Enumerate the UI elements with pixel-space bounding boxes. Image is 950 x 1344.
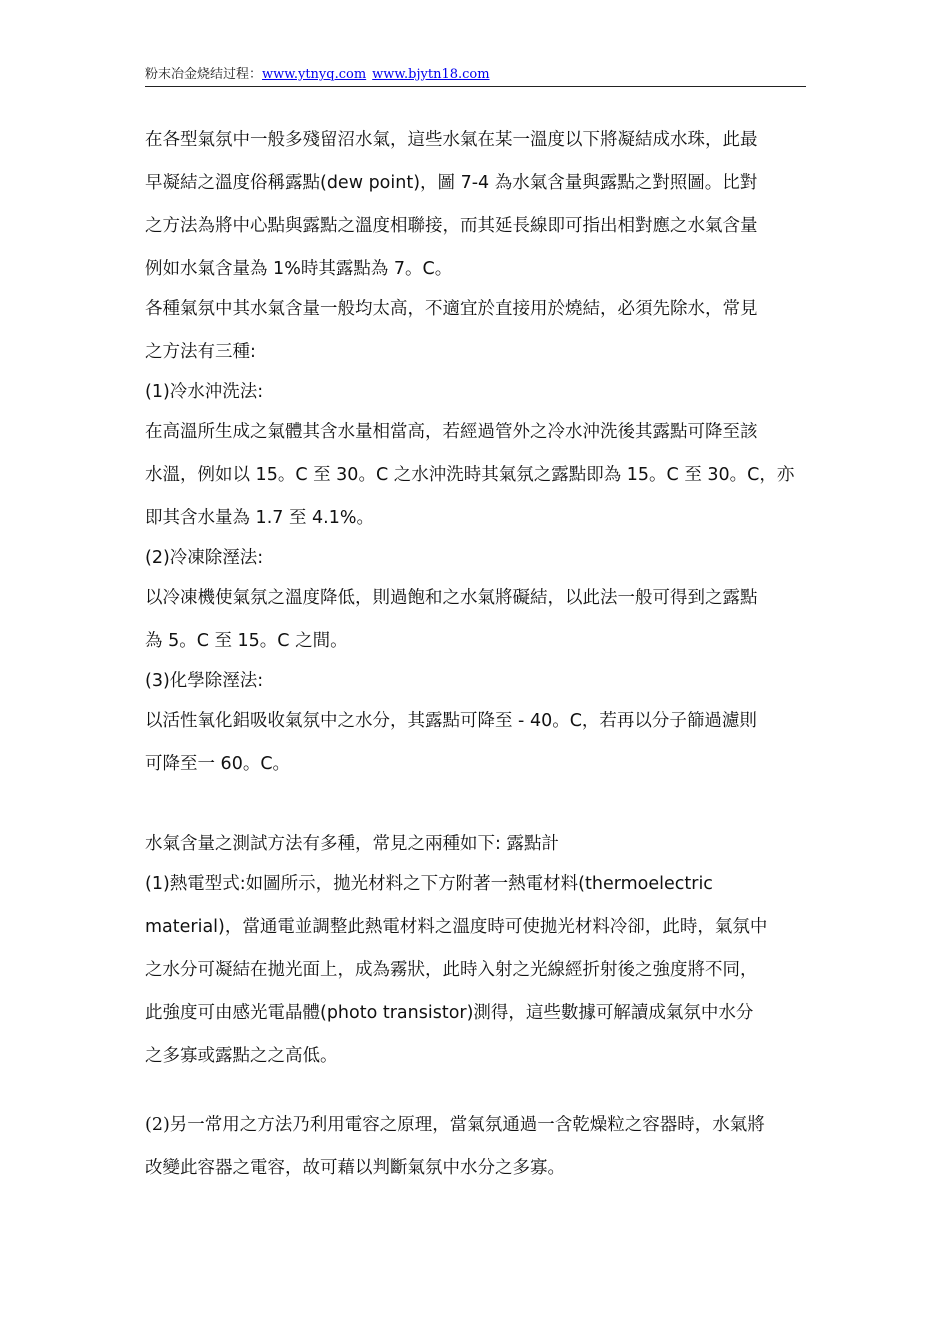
body-line: (1)熱電型式:如圖所示，拋光材料之下方附著一熱電材料(thermoelectric (145, 874, 713, 894)
body-line: 為 5。C 至 15。C 之間。 (145, 631, 348, 651)
body-line: 改變此容器之電容，故可藉以判斷氣氛中水分之多寡。 (145, 1158, 565, 1178)
header-label: 粉末冶金烧结过程： (145, 67, 263, 82)
section-heading: (1)冷水沖洗法: (145, 382, 264, 402)
body-line: 即其含水量為 1.7 至 4.1%。 (145, 508, 374, 528)
body-line: 之水分可凝結在拋光面上，成為霧狀，此時入射之光線經折射後之強度將不同， (145, 960, 758, 980)
body-line: 之方法為將中心點與露點之溫度相聯接，而其延長線即可指出相對應之水氣含量 (145, 216, 758, 236)
body-line (145, 1113, 765, 1137)
body-line-text: 另一常用之方法乃利用電容之原理，當氣氛通過一含乾燥粒之容器時，水氣將 (169, 1115, 765, 1135)
body-line: 水氣含量之測試方法有多種，常見之兩種如下: 露點計 (145, 834, 559, 854)
body-line: 在高溫所生成之氣體其含水量相當高，若經過管外之冷水沖洗後其露點可降至該 (145, 422, 758, 442)
item-number: (2) (145, 1115, 170, 1135)
body-line: material)，當通電並調整此熱電材料之溫度時可使拋光材料冷卻，此時，氣氛中 (145, 917, 768, 937)
body-line: 在各型氣氛中一般多殘留沼水氣，這些水氣在某一溫度以下將凝結成水珠，此最 (145, 130, 758, 150)
body-line: 可降至一 60。C。 (145, 754, 291, 774)
body-line: 此強度可由感光電晶體(photo transistor)測得，這些數據可解讀成氣氛中水分 (145, 1003, 754, 1023)
body-line: 之多寡或露點之之高低。 (145, 1046, 338, 1066)
body-line: 例如水氣含量為 1%時其露點為 7。C。 (145, 259, 453, 279)
section-heading: (3)化學除溼法: (145, 671, 264, 691)
body-line: 早凝結之溫度俗稱露點(dew point)，圖 7-4 為水氣含量與露點之對照圖。比對 (145, 173, 758, 193)
body-line: 之方法有三種: (145, 342, 256, 362)
header-link-ytnyq[interactable]: www.ytnyq.com (262, 67, 367, 82)
body-line: 水溫，例如以 15。C 至 30。C 之水沖洗時其氣氛之露點即為 15。C 至 30。C，亦 (145, 465, 795, 485)
body-line: 以活性氧化鋁吸收氣氛中之水分，其露點可降至 - 40。C，若再以分子篩過濾則 (145, 711, 757, 731)
header-link-bjytn18[interactable]: www.bjytn18.com (372, 67, 490, 82)
body-line: 以冷凍機使氣氛之溫度降低，則過飽和之水氣將礙結，以此法一般可得到之露點 (145, 588, 758, 608)
section-heading: (2)冷凍除溼法: (145, 548, 264, 568)
page-header (145, 66, 806, 87)
body-line: 各種氣氛中其水氣含量一般均太高，不適宜於直接用於燒結，必須先除水，常見 (145, 299, 758, 319)
